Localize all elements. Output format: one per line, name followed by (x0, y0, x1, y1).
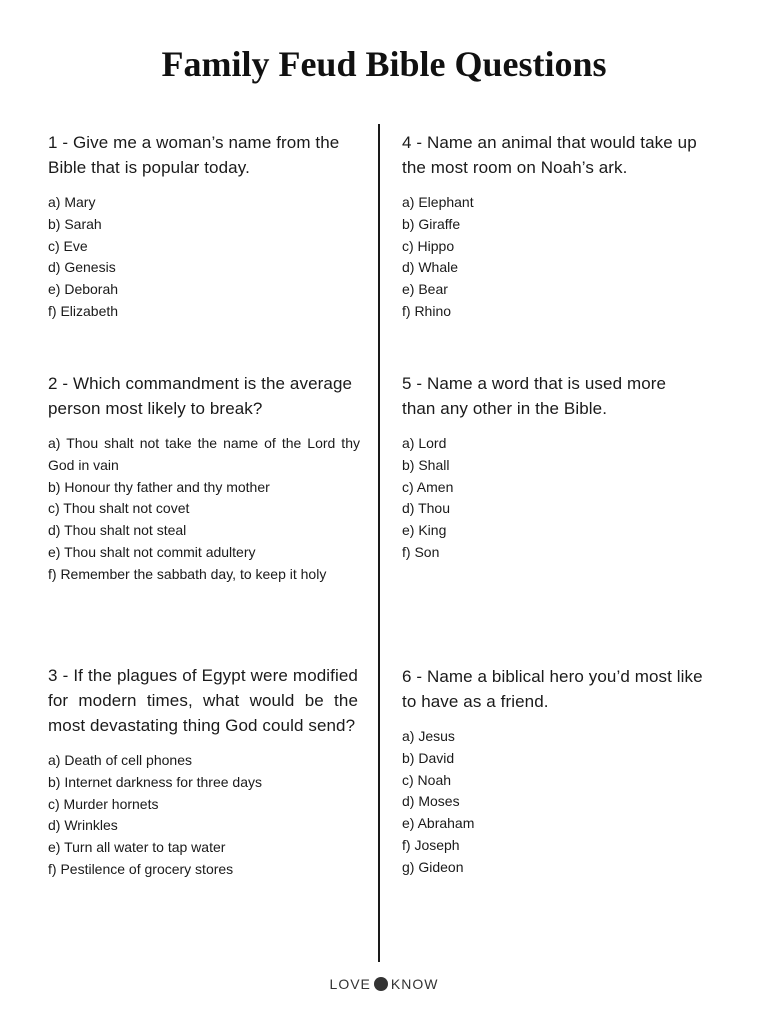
question-block-3 (48, 663, 358, 881)
answer-option: b) Shall (402, 456, 450, 473)
answer-option: f) Pestilence of grocery stores (48, 860, 234, 877)
question-text: 2 - Which commandment is the average person most likely to break? (48, 374, 353, 418)
question-text: 5 - Name a word that is used more than any other in the Bible. (402, 374, 667, 418)
answer-option: a) Mary (48, 194, 96, 210)
question-text: 4 - Name an animal that would take up the most room on Noah’s ark. (402, 133, 697, 177)
answer-option: a) Thou shalt not take the name of the Lord thy God in vain (48, 435, 360, 473)
question-block-6 (402, 664, 712, 879)
answer-option: a) Death of cell phones (48, 752, 192, 768)
brand-text-left: LOVE (329, 976, 371, 992)
answer-option: c) Thou shalt not covet (48, 500, 190, 517)
answer-option: f) Elizabeth (48, 302, 119, 319)
brand-logo-icon (374, 977, 388, 991)
answer-option: e) Turn all water to tap water (48, 839, 226, 856)
answer-option: d) Whale (402, 259, 459, 276)
column-divider (378, 124, 380, 962)
brand-text-right: KNOW (390, 976, 439, 992)
answer-option: e) King (402, 522, 447, 539)
question-text: 3 - If the plagues of Egypt were modified for modern times, what would be the most devastating thing God could send? (48, 666, 358, 735)
answer-option: f) Joseph (402, 836, 460, 853)
answer-option: d) Wrinkles (48, 817, 118, 834)
question-block-2 (48, 371, 360, 586)
answer-option: c) Murder hornets (48, 795, 159, 812)
answer-option: c) Eve (48, 237, 88, 254)
question-text: 1 - Give me a woman’s name from the Bible that is popular today. (48, 133, 340, 177)
question-block-5 (402, 371, 702, 564)
answer-option: a) Jesus (402, 728, 455, 744)
answer-option: d) Thou shalt not steal (48, 522, 187, 539)
answer-option: f) Son (402, 543, 440, 560)
answer-option: a) Lord (402, 435, 447, 451)
answer-option: d) Moses (402, 793, 460, 810)
answer-option: f) Rhino (402, 302, 452, 319)
answer-list (402, 726, 712, 879)
answer-option: b) Giraffe (402, 215, 461, 232)
answer-option: f) Remember the sabbath day, to keep it holy (48, 565, 327, 582)
answer-list (48, 433, 360, 586)
answer-option: c) Hippo (402, 237, 455, 254)
answer-option: b) Internet darkness for three days (48, 773, 262, 790)
answer-list (48, 750, 358, 881)
question-block-4 (402, 130, 722, 323)
answer-option: b) Sarah (48, 215, 102, 232)
answer-option: d) Genesis (48, 259, 116, 276)
brand-footer (0, 976, 768, 992)
question-text: 6 - Name a biblical hero you’d most like to have as a friend. (402, 667, 703, 711)
answer-list (402, 433, 702, 564)
answer-option: e) Deborah (48, 281, 119, 298)
answer-list (48, 192, 348, 323)
answer-option: e) Bear (402, 281, 448, 298)
answer-list (402, 192, 722, 323)
question-block-1 (48, 130, 348, 323)
answer-option: e) Abraham (402, 815, 475, 832)
answer-option: g) Gideon (402, 858, 464, 875)
answer-option: c) Amen (402, 478, 454, 495)
answer-option: e) Thou shalt not commit adultery (48, 543, 256, 560)
answer-option: b) Honour thy father and thy mother (48, 478, 270, 495)
answer-option: d) Thou (402, 500, 450, 517)
answer-option: a) Elephant (402, 194, 474, 210)
answer-option: c) Noah (402, 771, 452, 788)
page-title: Family Feud Bible Questions (161, 44, 607, 84)
answer-option: b) David (402, 749, 455, 766)
